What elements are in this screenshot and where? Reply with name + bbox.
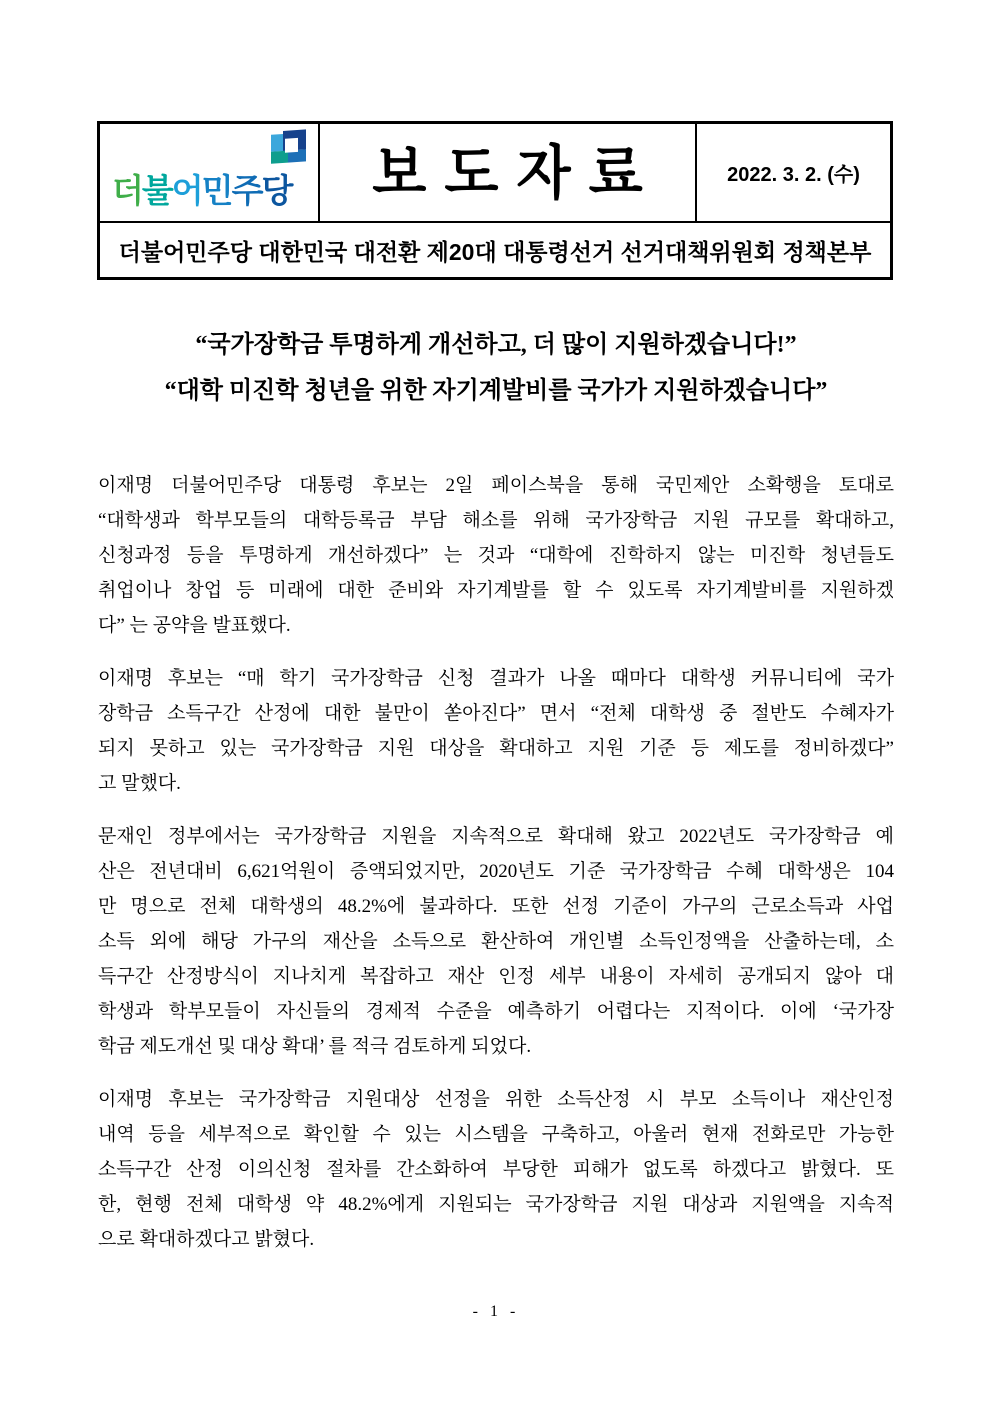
paragraph-1 xyxy=(98,468,894,643)
body-line: 이재명 후보는 국가장학금 지원대상 선정을 위한 소득산정 시 부모 소득이나 재산인정 xyxy=(98,1089,894,1110)
body-line: 만 명으로 전체 대학생의 48.2%에 불과하다. 또한 선정 기준이 가구의 근로소득과 사업 xyxy=(98,896,894,917)
logo-letter: 더 xyxy=(112,172,142,209)
date-cell xyxy=(697,124,890,221)
body-line: 득구간 산정방식이 지나치게 복잡하고 재산 인정 세부 내용이 자세히 공개되지 않아 대 xyxy=(98,966,894,987)
header-box xyxy=(97,121,893,280)
document-type-cell xyxy=(320,124,697,221)
body-line: 학금 제도개선 및 대상 확대’ 를 적극 검토하게 되었다. xyxy=(98,1036,532,1057)
header-top-row xyxy=(100,124,890,221)
body-line: 고 말했다. xyxy=(98,773,181,794)
issuing-organization-row xyxy=(100,221,890,277)
logo-letter: 민 xyxy=(201,172,232,209)
paragraph-4 xyxy=(98,1082,894,1257)
body-line: 내역 등을 세부적으로 확인할 수 있는 시스템을 구축하고, 아울러 현재 전화로만 가능한 xyxy=(98,1124,894,1145)
body-line: 소득구간 산정 이의신청 절차를 간소화하여 부당한 피해가 없도록 하겠다고 밝혔다. 또 xyxy=(98,1159,894,1180)
body-line: 산은 전년대비 6,621억원이 증액되었지만, 2020년도 기준 국가장학금 수혜 대학생은 104 xyxy=(98,861,894,882)
logo-letter: 당 xyxy=(261,172,292,209)
body-line: 취업이나 창업 등 미래에 대한 준비와 자기계발를 할 수 있도록 자기계발비를 지원하겠 xyxy=(98,580,894,601)
page-number: - 1 - xyxy=(472,1303,520,1320)
party-logo-text xyxy=(112,174,291,207)
body-line: “대학생과 학부모들의 대학등록금 부담 해소를 위해 국가장학금 지원 규모를 확대하고, xyxy=(98,510,894,531)
document-type-title: 보도자료 xyxy=(372,138,661,206)
body-line: 이재명 더불어민주당 대통령 후보는 2일 페이스북을 통해 국민제안 소확행을 토대로 xyxy=(98,475,894,496)
logo-letter: 불 xyxy=(141,172,172,209)
issuing-organization: 더불어민주당 대한민국 대전환 제20대 대통령선거 선거대책위원회 정책본부 xyxy=(118,238,872,265)
logo-letter: 주 xyxy=(231,172,262,209)
body-line: 문재인 정부에서는 국가장학금 지원을 지속적으로 확대해 왔고 2022년도 국가장학금 예 xyxy=(98,826,894,847)
body-line: 신청과정 등을 투명하게 개선하겠다” 는 것과 “대학에 진학하지 않는 미진학 청년들도 xyxy=(98,545,894,566)
logo-letter: 어 xyxy=(171,172,202,209)
release-date: 2022. 3. 2. (수) xyxy=(727,164,860,186)
body-text xyxy=(98,468,894,1275)
headline-line-2: “대학 미진학 청년을 위한 자기계발비를 국가가 지원하겠습니다” xyxy=(164,378,828,404)
body-line: 으로 확대하겠다고 밝혔다. xyxy=(98,1229,315,1250)
paragraph-2 xyxy=(98,661,894,801)
body-line: 장학금 소득구간 산정에 대한 불만이 쏟아진다” 면서 “전체 대학생 중 절반도 수혜자가 xyxy=(98,703,894,724)
headline-block xyxy=(0,322,992,414)
party-logo-cell xyxy=(100,124,320,221)
body-line: 다” 는 공약을 발표했다. xyxy=(98,615,291,636)
body-line: 소득 외에 해당 가구의 재산을 소득으로 환산하여 개인별 소득인정액을 산출하는데, 소 xyxy=(98,931,894,952)
body-line: 되지 못하고 있는 국가장학금 지원 대상을 확대하고 지원 기준 등 제도를 정비하겠다” xyxy=(98,738,894,759)
body-line: 학생과 학부모들이 자신들의 경제적 수준을 예측하기 어렵다는 지적이다. 이에 ‘국가장 xyxy=(98,1001,894,1022)
headline-line-1: “국가장학금 투명하게 개선하고, 더 많이 지원하겠습니다!” xyxy=(195,332,797,358)
paragraph-3 xyxy=(98,819,894,1064)
body-line: 한, 현행 전체 대학생 약 48.2%에게 지원되는 국가장학금 지원 대상과 지원액을 지속적 xyxy=(98,1194,894,1215)
body-line: 이재명 후보는 “매 학기 국가장학금 신청 결과가 나올 때마다 대학생 커뮤니티에 국가 xyxy=(98,668,894,689)
party-flag-icon xyxy=(268,129,310,178)
